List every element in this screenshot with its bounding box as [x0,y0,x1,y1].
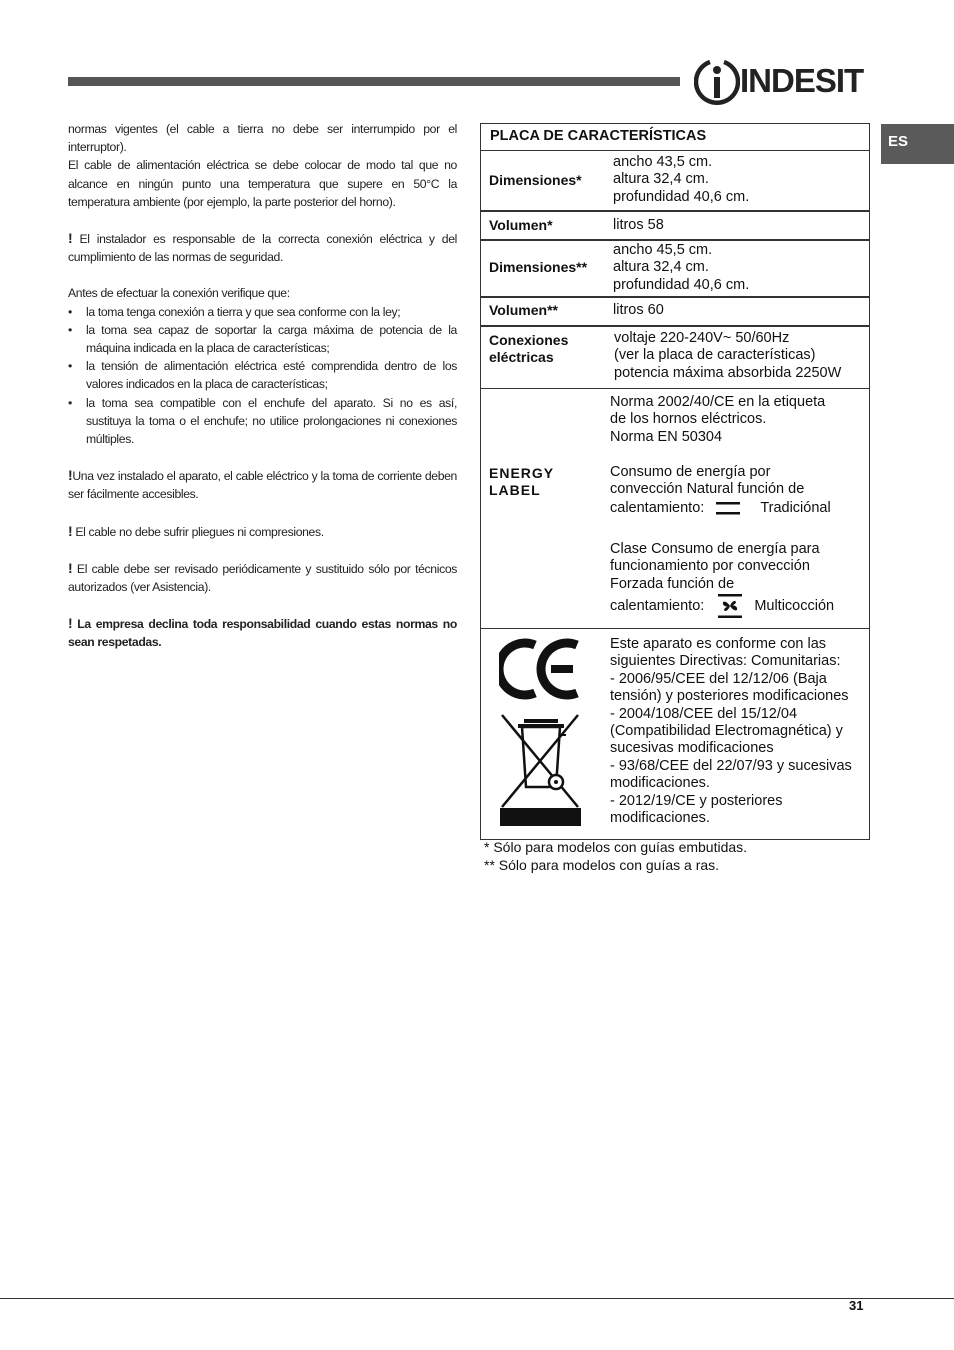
row-value: ancho 45,5 cm. altura 32,4 cm. profundidad 40,6 cm. [613,242,750,293]
paragraph: ! El instalador es responsable de la correcta conexión eléctrica y del cumplimiento de las normas de seguridad. [68,230,457,265]
warning-mark: ! [68,559,73,576]
paragraph: ! El cable debe ser revisado periódicamente y sustituido sólo por técnicos autorizados (ver Asistencia). [68,559,457,595]
row-value: litros 58 [613,217,664,233]
ce-mark-icon [499,637,583,701]
footnote: * Sólo para modelos con guías embutidas. [484,839,748,855]
check-list [68,303,457,449]
row-label: Volumen** [489,302,558,318]
spec-row-compliance [481,629,869,840]
row-label: Volumen* [489,217,553,233]
list-item: • la toma sea capaz de soportar la carga máxima de potencia de la máquina indicada en la placa de características; [68,321,457,357]
header-bar [68,77,680,86]
spec-row-volume-2 [481,298,869,327]
footnote: ** Sólo para modelos con guías a ras. [484,857,720,873]
paragraph: ! La empresa declina toda responsabilidad cuando estas normas no sean respetadas. [68,615,457,650]
brand-logo [694,58,870,106]
spec-row-dimensions-1 [481,151,869,212]
paragraph: El cable de alimentación eléctrica se debe colocar de modo tal que no alcance en ningún punto una temperatura que supere en 50°C la temperatura ambiente (por ejemplo, la parte posterior del horno). [68,158,457,209]
weee-bin-icon [500,713,584,831]
spec-row-dimensions-2 [481,241,869,298]
traditional-heating-icon [714,499,742,517]
row-label: Dimensiones* [489,172,582,188]
row-label: Dimensiones** [489,259,588,275]
row-value: voltaje 220-240V~ 50/60Hz (ver la placa de características) potencia máxima absorbida 2250W [614,330,842,381]
paragraph: normas vigentes (el cable a tierra no debe ser interrumpido por el interruptor). [68,122,457,155]
paragraph: !Una vez instalado el aparato, el cable eléctrico y la toma de corriente deben ser fácilmente accesibles. [68,467,457,502]
list-item: • la toma tenga conexión a tierra y que sea conforme con la ley; [68,303,457,321]
warning-mark: ! [68,467,73,484]
row-label: Conexiones eléctricas [489,332,569,366]
spec-title: PLACA DE CARACTERÍSTICAS [481,124,869,151]
energy-norm: Norma 2002/40/CE en la etiqueta de los hornos eléctricos. Norma EN 50304 [610,394,826,445]
row-value: ancho 43,5 cm. altura 32,4 cm. profundidad 40,6 cm. [613,154,750,205]
row-label: ENERGY LABEL [489,465,555,499]
energy-forced-convection: Clase Consumo de energía para funcionamiento por convección Forzada función de calentamiento: Multicocción [610,541,834,619]
paragraph: ! El cable no debe sufrir pliegues ni compresiones. [68,522,324,539]
row-value: litros 60 [613,302,664,318]
warning-mark: ! [68,230,73,247]
warning-mark: ! [68,522,73,539]
spec-row-volume-1 [481,212,869,241]
language-tab[interactable]: ES [881,124,954,164]
list-item: • la toma sea compatible con el enchufe del aparato. Si no es así, sustituya la toma o el enchufe; no utilice prolongaciones ni conexiones múltiples. [68,394,457,449]
brand-name: INDESIT [740,62,864,99]
compliance-text: Este aparato es conforme con las siguientes Directivas: Comunitarias: - 2006/95/CEE del 12/12/06 (Baja tensión) y posteriores modificaciones - 2004/108/CEE del 15/12/04 (Compatibilidad Electromagnética) y sucesivas modificaciones - 93/68/CEE del 22/07/93 y sucesivas modificaciones. - 2012/19/CE y posteriores modificaciones. [610,636,852,827]
fan-heating-icon [716,593,744,619]
footnotes [484,838,747,874]
indesit-symbol-icon [694,58,740,106]
spec-table [480,123,870,840]
footer-rule [0,1298,954,1299]
list-item: • la tensión de alimentación eléctrica esté comprendida dentro de los valores indicados en la placa de características; [68,357,457,393]
page-number: 31 [849,1298,864,1313]
spec-row-energy-label [481,389,869,629]
paragraph: Antes de efectuar la conexión verifique que: [68,286,290,301]
spec-row-connections [481,327,869,389]
warning-mark: ! [68,615,73,632]
energy-natural-convection: Consumo de energía por convección Natural función de calentamiento: Tradiciónal [610,464,831,516]
installation-text [68,120,457,652]
